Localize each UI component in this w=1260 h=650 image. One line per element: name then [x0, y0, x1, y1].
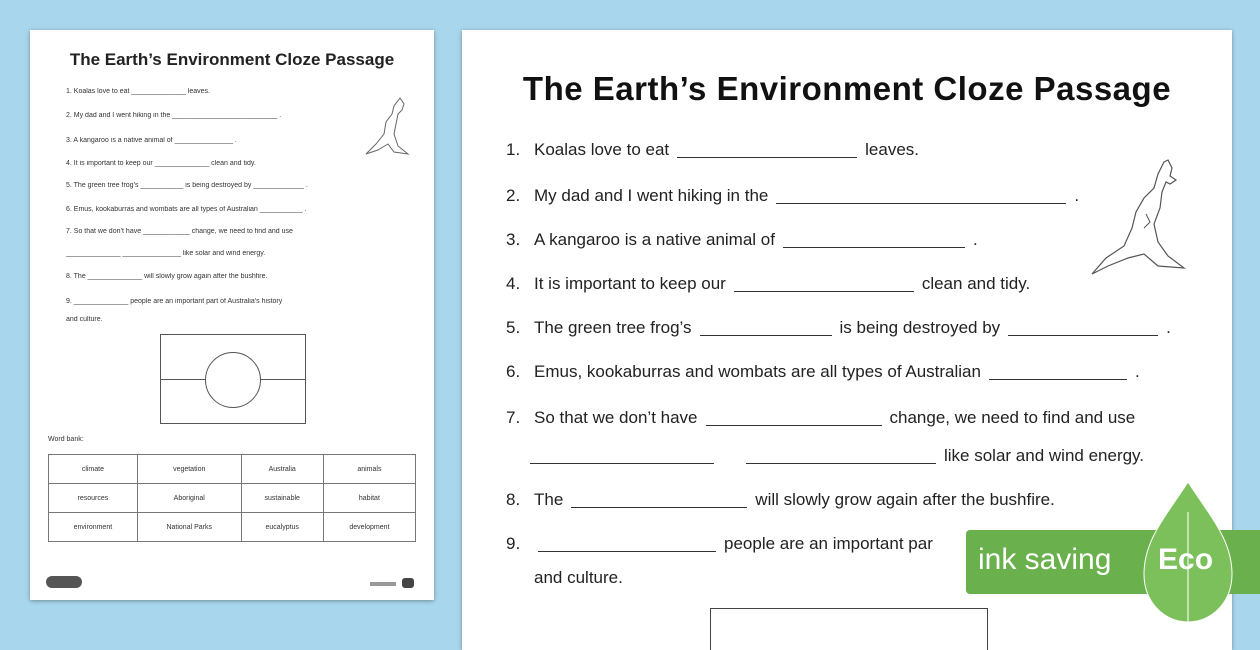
- kangaroo-illustration: [364, 94, 412, 158]
- preview-line-2: 2. My dad and I went hiking in the ___________________________ .: [66, 112, 282, 119]
- question-8: 8. The will slowly grow again after the bushfire.: [506, 490, 1055, 509]
- preview-line-1: 1. Koalas love to eat ______________ leaves.: [66, 88, 211, 95]
- table-row: [49, 484, 416, 513]
- question-4: 4. It is important to keep our clean and tidy.: [506, 274, 1031, 293]
- publisher-logo: [46, 576, 82, 588]
- flag-outline: [710, 608, 988, 650]
- question-9: 9. people are an important par: [506, 534, 933, 553]
- answer-blank[interactable]: [700, 334, 832, 336]
- preview-line-9: 9. ______________ people are an important part of Australia’s history: [66, 298, 283, 305]
- word-bank-table: [48, 454, 416, 542]
- word-bank-label: Word bank:: [48, 436, 84, 443]
- word-bank-cell: eucalyptus: [241, 513, 323, 542]
- answer-blank[interactable]: [571, 506, 747, 508]
- preview-title: The Earth’s Environment Cloze Passage: [69, 50, 395, 69]
- answer-blank[interactable]: [783, 246, 965, 248]
- answer-blank[interactable]: [776, 202, 1066, 204]
- kangaroo-illustration: [1088, 158, 1188, 276]
- word-bank-cell: development: [323, 513, 415, 542]
- word-bank-cell: Aboriginal: [137, 484, 241, 513]
- preview-worksheet: [30, 30, 434, 600]
- preview-line-9b: and culture.: [66, 316, 103, 323]
- answer-blank[interactable]: [734, 290, 914, 292]
- word-bank-cell: animals: [323, 455, 415, 484]
- word-bank-cell: National Parks: [137, 513, 241, 542]
- table-row: [49, 455, 416, 484]
- word-bank-cell: climate: [49, 455, 138, 484]
- preview-line-7b: ______________ _______________ like solar and wind energy.: [66, 250, 266, 257]
- preview-line-4: 4. It is important to keep our ______________ clean and tidy.: [66, 160, 256, 167]
- word-bank-cell: Australia: [241, 455, 323, 484]
- word-bank-cell: resources: [49, 484, 138, 513]
- preview-line-8: 8. The ______________ will slowly grow again after the bushfire.: [66, 273, 268, 280]
- preview-flag-outline: [160, 334, 306, 424]
- word-bank-cell: vegetation: [137, 455, 241, 484]
- worksheet-title: The Earth’s Environment Cloze Passage: [522, 70, 1172, 107]
- answer-blank[interactable]: [706, 424, 882, 426]
- word-bank-cell: sustainable: [241, 484, 323, 513]
- ink-saving-label: ink saving: [978, 543, 1112, 576]
- question-2: 2. My dad and I went hiking in the .: [506, 186, 1080, 205]
- preview-line-5: 5. The green tree frog’s ___________ is being destroyed by _____________ .: [66, 182, 308, 189]
- answer-blank[interactable]: [746, 462, 936, 464]
- answer-blank[interactable]: [538, 550, 716, 552]
- question-9-continuation: and culture.: [534, 568, 623, 587]
- answer-blank[interactable]: [530, 462, 714, 464]
- word-bank-cell: environment: [49, 513, 138, 542]
- question-7-continuation: like solar and wind energy.: [526, 446, 1144, 466]
- answer-blank[interactable]: [677, 156, 857, 158]
- question-3: 3. A kangaroo is a native animal of .: [506, 230, 978, 249]
- footer-text-mark: [370, 582, 396, 586]
- eco-label: Eco: [1158, 543, 1214, 576]
- preview-line-3: 3. A kangaroo is a native animal of _______________ .: [66, 137, 237, 144]
- question-5: 5. The green tree frog’s is being destroyed by .: [506, 318, 1171, 337]
- table-row: [49, 513, 416, 542]
- question-7: 7. So that we don’t have change, we need to find and use: [506, 408, 1136, 427]
- question-6: 6. Emus, kookaburras and wombats are all types of Australian .: [506, 362, 1140, 381]
- preview-line-6: 6. Emus, kookaburras and wombats are all types of Australian ___________ .: [66, 206, 307, 213]
- question-1: 1. Koalas love to eat leaves.: [506, 140, 920, 159]
- footer-icon: [402, 578, 414, 588]
- preview-line-7: 7. So that we don’t have ____________ change, we need to find and use: [66, 228, 293, 235]
- answer-blank[interactable]: [989, 378, 1127, 380]
- word-bank-cell: habitat: [323, 484, 415, 513]
- answer-blank[interactable]: [1008, 334, 1158, 336]
